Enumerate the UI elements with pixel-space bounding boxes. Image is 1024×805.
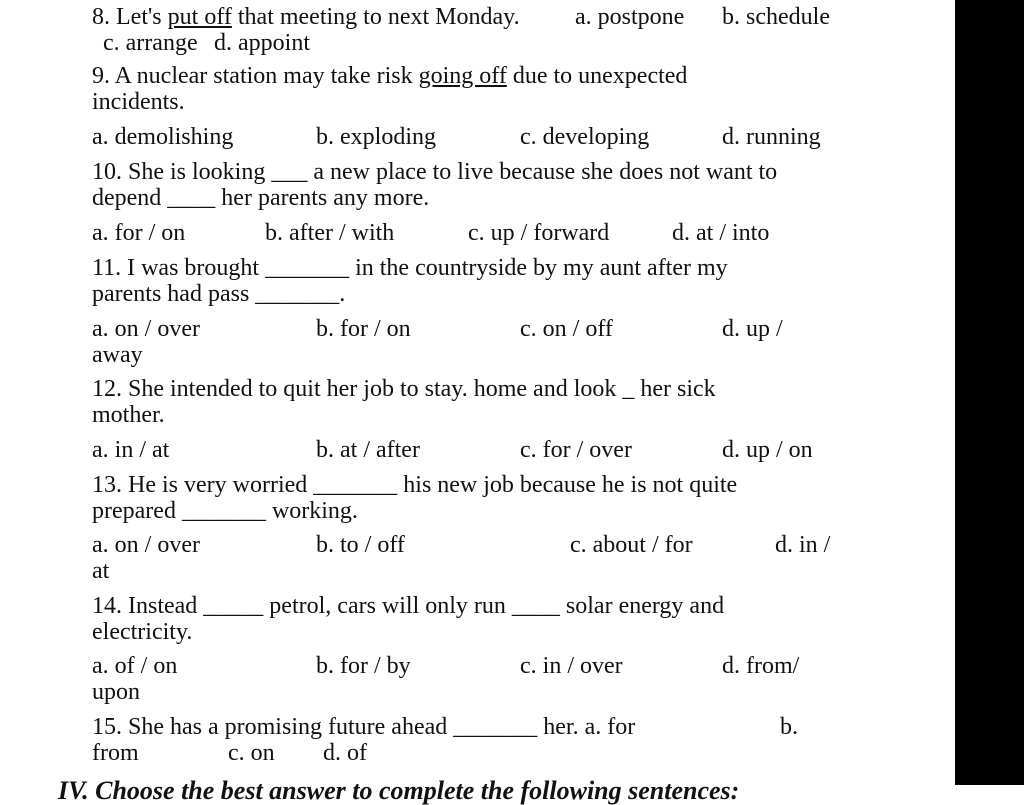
q14-option-a: a. of / on <box>92 653 178 679</box>
q8-underlined-phrase: put off <box>167 4 232 30</box>
q8-option-d: d. appoint <box>214 30 310 56</box>
question-11-text: 11. I was brought _______ in the countryside by my aunt after my <box>92 255 728 281</box>
question-8-text <box>92 4 520 30</box>
next-section-heading <box>58 772 778 805</box>
question-12-text-line2: mother. <box>92 402 165 428</box>
q11-option-d: d. up / <box>722 316 783 342</box>
q13-option-d-continued: at <box>92 558 110 584</box>
q9-option-d: d. running <box>722 124 821 150</box>
q8-pre: 8. Let's <box>92 4 168 30</box>
q9-pre: 9. A nuclear station may take risk <box>92 63 419 89</box>
question-14-text-line2: electricity. <box>92 619 193 645</box>
q9-option-c: c. developing <box>520 124 650 150</box>
q9-option-a: a. demolishing <box>92 124 234 150</box>
q9-option-b: b. exploding <box>316 124 436 150</box>
q12-option-c: c. for / over <box>520 437 632 463</box>
q13-option-d: d. in / <box>775 532 831 558</box>
question-13-text: 13. He is very worried _______ his new job because he is not quite <box>92 472 738 498</box>
question-13-text-line2: prepared _______ working. <box>92 498 358 524</box>
q12-option-b: b. at / after <box>316 437 420 463</box>
q11-option-b: b. for / on <box>316 316 411 342</box>
q9-underlined-phrase: going off <box>418 63 507 89</box>
q8-option-c: c. arrange <box>103 30 198 56</box>
q15-option-d: d. of <box>323 740 367 766</box>
q8-option-b: b. schedule <box>722 4 830 30</box>
question-9-text <box>92 63 687 89</box>
q11-option-c: c. on / off <box>520 316 613 342</box>
right-black-border <box>955 0 1024 785</box>
q8-post: that meeting to next Monday. <box>231 4 520 30</box>
q11-option-d-continued: away <box>92 342 143 368</box>
q15-option-b: b. <box>780 714 798 740</box>
q12-option-d: d. up / on <box>722 437 813 463</box>
q10-option-b: b. after / with <box>265 220 395 246</box>
question-15-text: 15. She has a promising future ahead _______ her. a. for <box>92 714 636 740</box>
q10-option-a: a. for / on <box>92 220 186 246</box>
question-10-text: 10. She is looking ___ a new place to live because she does not want to <box>92 159 778 185</box>
q14-option-c: c. in / over <box>520 653 623 679</box>
question-10-text-line2: depend ____ her parents any more. <box>92 185 430 211</box>
q11-option-a: a. on / over <box>92 316 200 342</box>
q8-option-a: a. postpone <box>575 4 685 30</box>
q14-option-d: d. from/ <box>722 653 800 679</box>
q14-option-d-continued: upon <box>92 679 140 705</box>
q15-option-b-continued: from <box>92 740 139 766</box>
question-11-text-line2: parents had pass _______. <box>92 281 346 307</box>
q12-option-a: a. in / at <box>92 437 170 463</box>
q13-option-c: c. about / for <box>570 532 693 558</box>
q9-post: due to unexpected <box>506 63 688 89</box>
question-14-text: 14. Instead _____ petrol, cars will only run ____ solar energy and <box>92 593 725 619</box>
q14-option-b: b. for / by <box>316 653 411 679</box>
q15-option-c: c. on <box>228 740 275 766</box>
question-12-text: 12. She intended to quit her job to stay. home and look _ her sick <box>92 376 716 402</box>
q10-option-d: d. at / into <box>672 220 770 246</box>
q13-option-b: b. to / off <box>316 532 405 558</box>
next-section-heading-text: IV. Choose the best answer to complete the following sentences: <box>58 776 740 805</box>
question-9-text-line2: incidents. <box>92 89 185 115</box>
q13-option-a: a. on / over <box>92 532 200 558</box>
q10-option-c: c. up / forward <box>468 220 610 246</box>
